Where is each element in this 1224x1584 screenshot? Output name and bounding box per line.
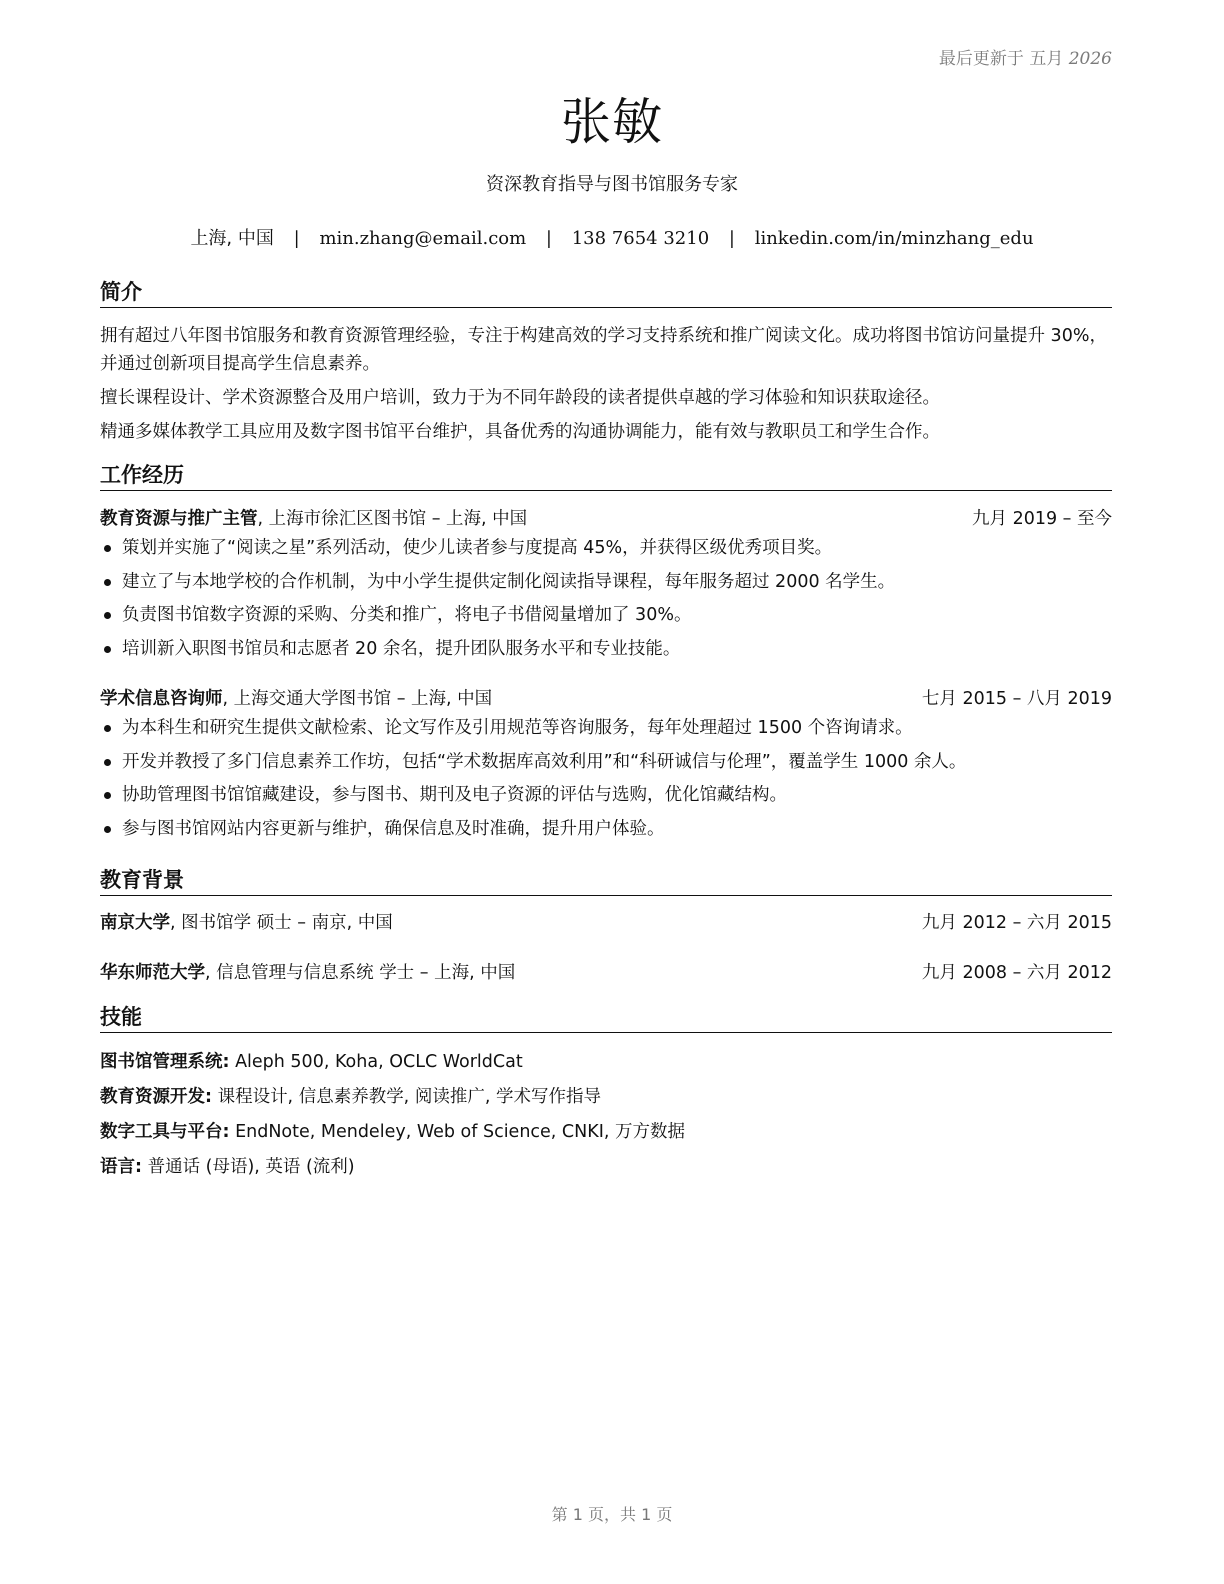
- last-updated-year: 2026: [1068, 49, 1112, 69]
- section-title-education: 教育背景: [100, 866, 1112, 896]
- skill-value: 普通话 (母语), 英语 (流利): [142, 1157, 355, 1177]
- contact-separator: |: [728, 228, 735, 249]
- list-item: 培训新入职图书馆员和志愿者 20 余名，提升团队服务水平和专业技能。: [100, 633, 1112, 667]
- bullet-dot-icon: [104, 545, 111, 552]
- list-item: 协助管理图书馆馆藏建设，参与图书、期刊及电子资源的评估与选购，优化馆藏结构。: [100, 779, 1112, 813]
- bullet-dot-icon: [104, 792, 111, 799]
- school-name: 华东师范大学: [100, 963, 205, 983]
- job-organization: , 上海市徐汇区图书馆 – 上海, 中国: [257, 509, 528, 529]
- experience-entry-header: [100, 686, 1112, 712]
- education-entry: [100, 960, 1112, 986]
- degree-detail: , 信息管理与信息系统 学士 – 上海, 中国: [205, 963, 516, 983]
- skill-line: [100, 1115, 1112, 1150]
- list-item: 策划并实施了“阅读之星”系列活动，使少儿读者参与度提高 45%，并获得区级优秀项目奖。: [100, 532, 1112, 566]
- education-dates: 九月 2008 – 六月 2012: [921, 963, 1112, 983]
- job-bullet-list: [100, 712, 1112, 846]
- summary-paragraph: 拥有超过八年图书馆服务和教育资源管理经验，专注于构建高效的学习支持系统和推广阅读文化。成功将图书馆访问量提升 30%，并通过创新项目提高学生信息素养。: [100, 326, 1107, 374]
- skill-value: Aleph 500, Koha, OCLC WorldCat: [229, 1052, 523, 1072]
- bullet-dot-icon: [104, 646, 111, 653]
- candidate-headline: 资深教育指导与图书馆服务专家: [486, 174, 738, 195]
- job-dates: 九月 2019 – 至今: [972, 509, 1112, 529]
- list-item: 为本科生和研究生提供文献检索、论文写作及引用规范等咨询服务，每年处理超过 1500 个咨询请求。: [100, 712, 1112, 746]
- experience-entry-header: [100, 506, 1112, 532]
- skills-section: [100, 1003, 1112, 1185]
- skill-line: [100, 1045, 1112, 1080]
- contact-separator: |: [293, 228, 300, 249]
- degree-detail: , 图书馆学 硕士 – 南京, 中国: [170, 913, 393, 933]
- summary-section: [100, 278, 1112, 446]
- skill-label: 数字工具与平台:: [100, 1122, 230, 1142]
- contact-phone: 138 7654 3210: [571, 228, 710, 249]
- skill-label: 图书馆管理系统:: [100, 1052, 230, 1072]
- contact-linkedin[interactable]: linkedin.com/in/minzhang_edu: [754, 228, 1034, 249]
- bullet-dot-icon: [104, 759, 111, 766]
- education-section: [100, 866, 1112, 986]
- job-title: 教育资源与推广主管: [100, 509, 258, 529]
- skill-label: 语言:: [100, 1157, 142, 1177]
- job-title: 学术信息咨询师: [100, 689, 223, 709]
- education-dates: 九月 2012 – 六月 2015: [921, 913, 1112, 933]
- last-updated: [939, 44, 1112, 69]
- skill-label: 教育资源开发:: [100, 1087, 212, 1107]
- candidate-name: 张敏: [561, 93, 663, 151]
- skill-line: [100, 1150, 1112, 1185]
- education-entry: [100, 910, 1112, 936]
- last-updated-prefix: 最后更新于 五月: [938, 49, 1064, 69]
- experience-section: [100, 461, 1112, 846]
- contact-location: 上海, 中国: [190, 228, 274, 249]
- bullet-dot-icon: [104, 612, 111, 619]
- section-title-summary: 简介: [100, 278, 1112, 308]
- section-title-experience: 工作经历: [100, 461, 1112, 491]
- summary-paragraph: 精通多媒体教学工具应用及数字图书馆平台维护，具备优秀的沟通协调能力，能有效与教职员工和学生合作。: [100, 422, 940, 442]
- section-title-skills: 技能: [100, 1003, 1112, 1033]
- skill-line: [100, 1080, 1112, 1115]
- school-name: 南京大学: [100, 913, 170, 933]
- job-organization: , 上海交通大学图书馆 – 上海, 中国: [222, 689, 493, 709]
- list-item: 参与图书馆网站内容更新与维护，确保信息及时准确，提升用户体验。: [100, 813, 1112, 847]
- list-item: 开发并教授了多门信息素养工作坊，包括“学术数据库高效利用”和“科研诚信与伦理”，覆盖学生 1000 余人。: [100, 746, 1112, 780]
- summary-paragraph: 擅长课程设计、学术资源整合及用户培训，致力于为不同年龄段的读者提供卓越的学习体验和知识获取途径。: [100, 388, 940, 408]
- contact-email[interactable]: min.zhang@email.com: [319, 228, 527, 249]
- job-bullet-list: [100, 532, 1112, 666]
- skill-value: EndNote, Mendeley, Web of Science, CNKI, 万方数据: [229, 1122, 685, 1142]
- job-dates: 七月 2015 – 八月 2019: [921, 689, 1112, 709]
- bullet-dot-icon: [104, 826, 111, 833]
- skill-value: 课程设计, 信息素养教学, 阅读推广, 学术写作指导: [212, 1087, 601, 1107]
- list-item: 负责图书馆数字资源的采购、分类和推广，将电子书借阅量增加了 30%。: [100, 599, 1112, 633]
- list-item: 建立了与本地学校的合作机制，为中小学生提供定制化阅读指导课程，每年服务超过 2000 名学生。: [100, 566, 1112, 600]
- contact-separator: |: [545, 228, 552, 249]
- page-number: 第 1 页，共 1 页: [551, 1505, 673, 1524]
- bullet-dot-icon: [104, 579, 111, 586]
- contact-line: [0, 224, 1224, 250]
- bullet-dot-icon: [104, 725, 111, 732]
